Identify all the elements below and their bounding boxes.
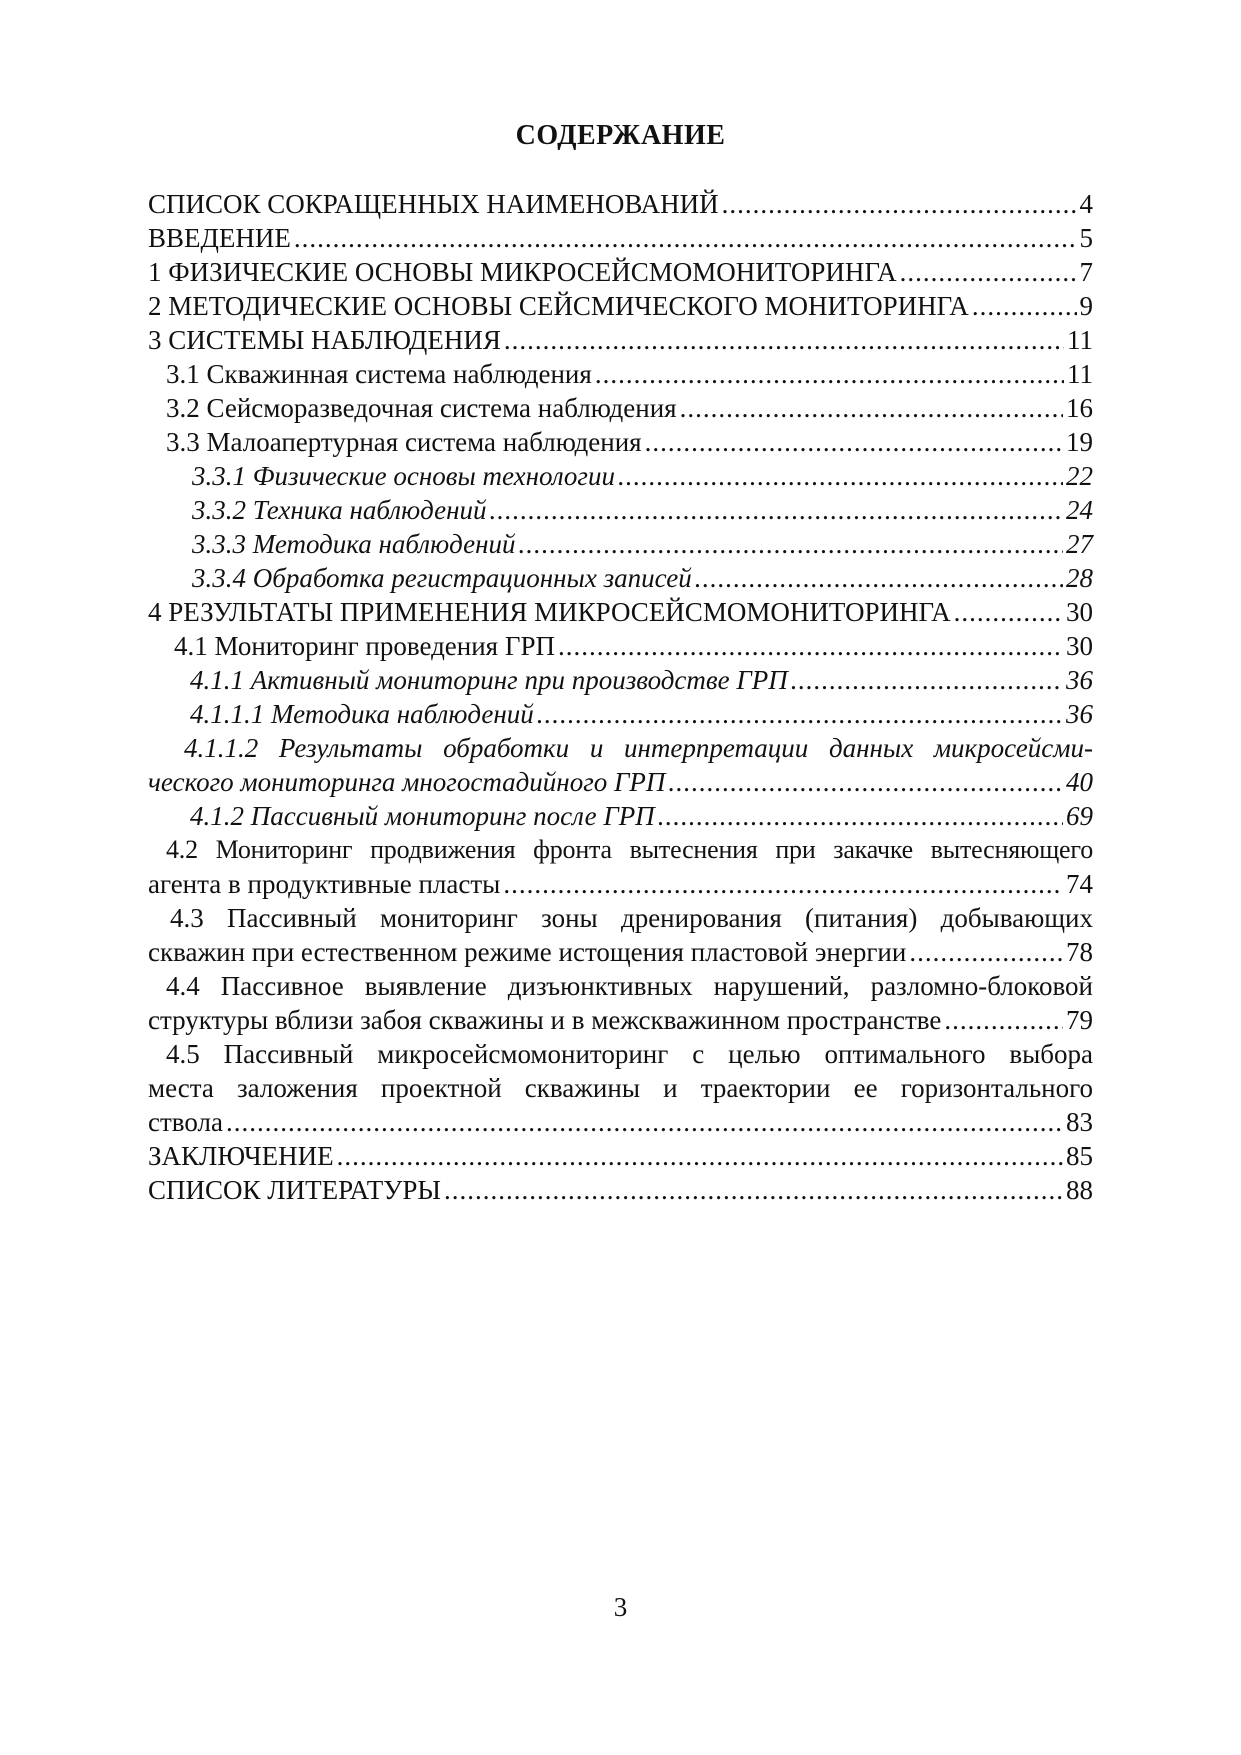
toc-entry-text: 3 СИСТЕМЫ НАБЛЮДЕНИЯ (148, 325, 501, 355)
toc-entry-references[interactable] (148, 1173, 1093, 1207)
table-of-contents (148, 187, 1093, 1207)
toc-entry-abbreviations[interactable] (148, 187, 1093, 221)
toc-leader-dots (900, 255, 1077, 289)
toc-entry-text-line-3: ствола (148, 1107, 223, 1137)
toc-entry-text-line-2: агента в продуктивные пласты (148, 869, 501, 899)
toc-page-number: 27 (1066, 529, 1093, 559)
toc-entry-text: ЗАКЛЮЧЕНИЕ (148, 1141, 334, 1171)
toc-entry-text: 4.1 Мониторинг проведения ГРП (174, 631, 555, 661)
toc-leader-dots (658, 799, 1063, 833)
toc-leader-dots (680, 391, 1063, 425)
toc-page-number: 69 (1066, 801, 1093, 831)
toc-page-number: 88 (1066, 1175, 1093, 1205)
toc-leader-dots (645, 425, 1063, 459)
toc-page-number: 5 (1079, 223, 1093, 253)
toc-leader-dots (618, 459, 1063, 493)
toc-leader-dots (695, 561, 1063, 595)
toc-leader-dots (944, 1003, 1063, 1037)
toc-entry-section-4-3[interactable] (148, 901, 1093, 969)
page-title: СОДЕРЖАНИЕ (515, 120, 726, 151)
toc-entry-text: 2 МЕТОДИЧЕСКИЕ ОСНОВЫ СЕЙСМИЧЕСКОГО МОНИТОРИНГА (148, 291, 969, 321)
toc-page-number: 30 (1066, 631, 1093, 661)
toc-page-number: 16 (1066, 393, 1093, 423)
toc-entry-text-line-1: 4.2 Мониторинг продвижения фронта вытеснения при закачке вытесняющего (166, 835, 1093, 864)
toc-entry-text: 1 ФИЗИЧЕСКИЕ ОСНОВЫ МИКРОСЕЙСМОМОНИТОРИНГА (148, 257, 897, 287)
toc-page-number: 19 (1066, 427, 1093, 457)
toc-page-number: 9 (1079, 291, 1093, 321)
toc-entry-text-line-1: 4.1.1.2 Результаты обработки и интерпретации данных микросейсми- (184, 733, 1093, 763)
toc-page-number: 24 (1066, 495, 1093, 525)
toc-page-number: 30 (1066, 597, 1093, 627)
toc-entry-text-line-1: 4.3 Пассивный мониторинг зоны дренирования (питания) добывающих (170, 903, 1093, 933)
toc-entry-chapter-4[interactable] (148, 595, 1093, 629)
toc-page-number: 4 (1079, 189, 1093, 219)
toc-entry-section-4-1-2[interactable] (148, 799, 1093, 833)
toc-leader-dots (722, 187, 1077, 221)
toc-leader-dots (791, 663, 1063, 697)
toc-entry-text: СПИСОК СОКРАЩЕННЫХ НАИМЕНОВАНИЙ (148, 189, 719, 219)
toc-entry-text: СПИСОК ЛИТЕРАТУРЫ (148, 1175, 441, 1205)
toc-entry-section-3-3-2[interactable] (148, 493, 1093, 527)
toc-page-number: 11 (1067, 359, 1093, 389)
toc-entry-text: 3.3 Малоапертурная система наблюдения (166, 427, 642, 457)
toc-entry-section-3-3-3[interactable] (148, 527, 1093, 561)
toc-leader-dots (595, 357, 1064, 391)
toc-leader-dots (444, 1173, 1063, 1207)
toc-page-number: 7 (1079, 257, 1093, 287)
toc-entry-text: 4.1.1.1 Методика наблюдений (190, 699, 534, 729)
toc-entry-text: 4.1.1 Активный мониторинг при производстве ГРП (190, 665, 788, 695)
toc-entry-text: 3.3.4 Обработка регистрационных записей (192, 563, 692, 593)
toc-entry-section-3-3-1[interactable] (148, 459, 1093, 493)
toc-entry-section-3-3-4[interactable] (148, 561, 1093, 595)
toc-entry-conclusion[interactable] (148, 1139, 1093, 1173)
toc-page-number: 83 (1066, 1107, 1093, 1137)
toc-entry-text-line-2: места заложения проектной скважины и траектории ее горизонтального (148, 1073, 1093, 1103)
toc-leader-dots (909, 935, 1063, 969)
toc-entry-text: 3.1 Скважинная система наблюдения (166, 359, 592, 389)
toc-entry-text-line-2: ческого мониторинга многостадийного ГРП (148, 767, 666, 797)
toc-leader-dots (558, 629, 1063, 663)
toc-leader-dots (337, 1139, 1063, 1173)
toc-entry-section-4-4[interactable] (148, 969, 1093, 1037)
toc-entry-section-4-1-1[interactable] (148, 663, 1093, 697)
toc-page-number: 28 (1066, 563, 1093, 593)
toc-entry-text: 4 РЕЗУЛЬТАТЫ ПРИМЕНЕНИЯ МИКРОСЕЙСМОМОНИТОРИНГА (148, 597, 951, 627)
toc-entry-section-4-2[interactable] (148, 833, 1093, 901)
toc-leader-dots (226, 1105, 1063, 1139)
toc-page-number: 40 (1066, 767, 1093, 797)
toc-entry-section-3-2[interactable] (148, 391, 1093, 425)
toc-entry-text: 3.3.2 Техника наблюдений (192, 495, 487, 525)
page-number: 3 (613, 1592, 628, 1622)
toc-leader-dots (489, 493, 1063, 527)
toc-entry-text-line-2: структуры вблизи забоя скважины и в межскважинном пространстве (148, 1005, 942, 1035)
toc-entry-chapter-2[interactable] (148, 289, 1093, 323)
toc-entry-chapter-1[interactable] (148, 255, 1093, 289)
toc-entry-section-4-1-1-2[interactable] (148, 731, 1093, 799)
toc-page-number: 74 (1066, 869, 1093, 899)
toc-page-number: 79 (1066, 1005, 1093, 1035)
toc-leader-dots (954, 595, 1063, 629)
toc-entry-text: 3.3.3 Методика наблюдений (192, 529, 516, 559)
toc-page-number: 85 (1066, 1141, 1093, 1171)
toc-leader-dots (518, 527, 1063, 561)
toc-entry-section-4-1-1-1[interactable] (148, 697, 1093, 731)
toc-entry-chapter-3[interactable] (148, 323, 1093, 357)
toc-leader-dots (294, 221, 1077, 255)
toc-page-number: 78 (1066, 937, 1093, 967)
toc-leader-dots (503, 867, 1063, 901)
toc-entry-introduction[interactable] (148, 221, 1093, 255)
toc-leader-dots (537, 697, 1063, 731)
toc-leader-dots (668, 765, 1063, 799)
toc-entry-text-line-2: скважин при естественном режиме истощения пластовой энергии (148, 937, 907, 967)
toc-entry-text: 4.1.2 Пассивный мониторинг после ГРП (190, 801, 655, 831)
toc-leader-dots (972, 289, 1077, 323)
toc-entry-text: ВВЕДЕНИЕ (148, 223, 291, 253)
toc-entry-text-line-1: 4.5 Пассивный микросейсмомониторинг с целью оптимального выбора (166, 1039, 1093, 1069)
toc-entry-text-line-1: 4.4 Пассивное выявление дизъюнктивных нарушений, разломно-блоковой (166, 971, 1093, 1001)
toc-entry-section-4-5[interactable] (148, 1037, 1093, 1139)
toc-entry-section-3-1[interactable] (148, 357, 1093, 391)
toc-page-number: 22 (1066, 461, 1093, 491)
toc-page-number: 36 (1066, 665, 1093, 695)
toc-entry-section-3-3[interactable] (148, 425, 1093, 459)
toc-page-number: 11 (1067, 325, 1093, 355)
toc-entry-text: 3.3.1 Физические основы технологии (192, 461, 615, 491)
toc-entry-section-4-1[interactable] (148, 629, 1093, 663)
toc-entry-text: 3.2 Сейсморазведочная система наблюдения (166, 393, 677, 423)
toc-page-number: 36 (1066, 699, 1093, 729)
toc-leader-dots (504, 323, 1064, 357)
